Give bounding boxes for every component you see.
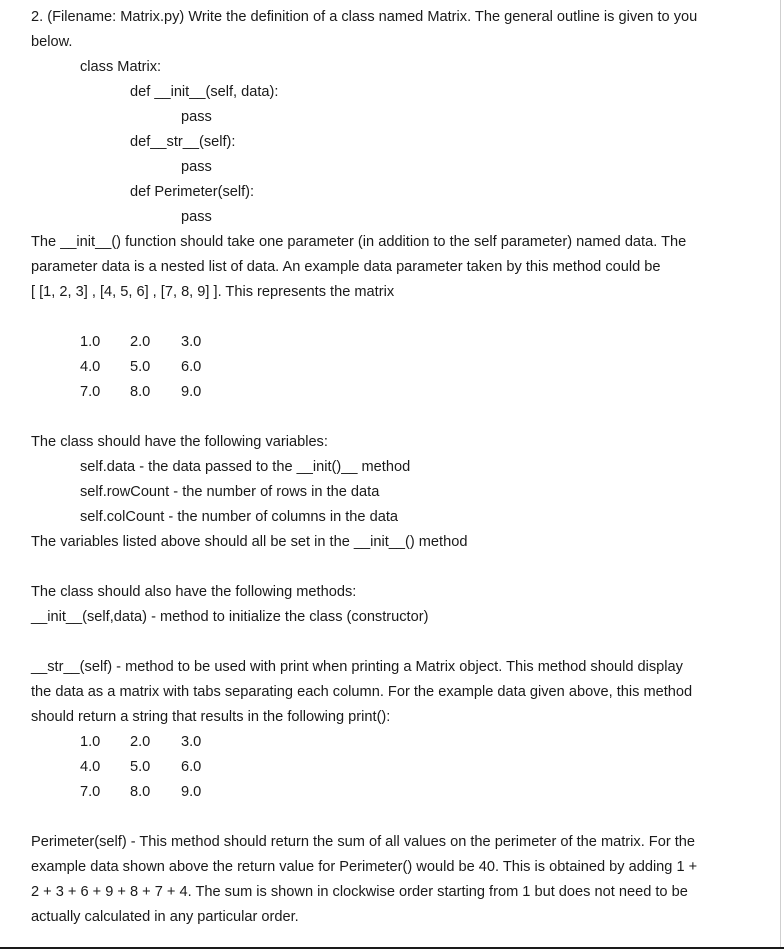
matrix2-cell: 1.0 bbox=[80, 734, 101, 750]
outline-perimeter-def: def Perimeter(self): bbox=[130, 184, 255, 200]
init-desc-line-3: [ [1, 2, 3] , [4, 5, 6] , [7, 8, 9] ]. This represents the matrix bbox=[31, 284, 395, 300]
outline-init-pass: pass bbox=[181, 109, 212, 125]
variables-heading: The class should have the following variables: bbox=[31, 434, 328, 450]
matrix1-cell: 1.0 bbox=[80, 334, 101, 350]
method-init-item: __init__(self,data) - method to initialize the class (constructor) bbox=[31, 609, 429, 625]
str-desc-line-2: the data as a matrix with tabs separating each column. For the example data given above, this method bbox=[31, 684, 693, 700]
matrix1-cell: 7.0 bbox=[80, 384, 101, 400]
perimeter-desc-line-4: actually calculated in any particular order. bbox=[31, 909, 299, 925]
matrix2-cell: 4.0 bbox=[80, 759, 101, 775]
page-edge-rule bbox=[780, 0, 781, 947]
matrix1-cell: 2.0 bbox=[130, 334, 151, 350]
intro-line-1: 2. (Filename: Matrix.py) Write the definition of a class named Matrix. The general outline is given to you bbox=[31, 9, 698, 25]
intro-line-2: below. bbox=[31, 34, 73, 50]
matrix2-cell: 6.0 bbox=[181, 759, 202, 775]
perimeter-desc-line-2: example data shown above the return value for Perimeter() would be 40. This is obtained by adding 1 + bbox=[31, 859, 698, 875]
matrix2-cell: 5.0 bbox=[130, 759, 151, 775]
init-desc-line-1: The __init__() function should take one parameter (in addition to the self parameter) named data. The bbox=[31, 234, 687, 250]
outline-class-line: class Matrix: bbox=[80, 59, 162, 75]
matrix2-cell: 3.0 bbox=[181, 734, 202, 750]
init-desc-line-2: parameter data is a nested list of data. An example data parameter taken by this method could be bbox=[31, 259, 661, 275]
matrix1-cell: 9.0 bbox=[181, 384, 202, 400]
variable-item-data: self.data - the data passed to the __init()__ method bbox=[80, 459, 411, 475]
outline-str-def: def__str__(self): bbox=[130, 134, 236, 150]
outline-init-def: def __init__(self, data): bbox=[130, 84, 279, 100]
matrix2-cell: 7.0 bbox=[80, 784, 101, 800]
matrix2-cell: 2.0 bbox=[130, 734, 151, 750]
outline-str-pass: pass bbox=[181, 159, 212, 175]
perimeter-desc-line-1: Perimeter(self) - This method should return the sum of all values on the perimeter of the matrix. For the bbox=[31, 834, 696, 850]
matrix1-cell: 4.0 bbox=[80, 359, 101, 375]
matrix1-cell: 8.0 bbox=[130, 384, 151, 400]
matrix2-cell: 8.0 bbox=[130, 784, 151, 800]
matrix1-cell: 3.0 bbox=[181, 334, 202, 350]
variable-item-rowcount: self.rowCount - the number of rows in the data bbox=[80, 484, 380, 500]
perimeter-desc-line-3: 2 + 3 + 6 + 9 + 8 + 7 + 4. The sum is shown in clockwise order starting from 1 but does not need to be bbox=[31, 884, 688, 900]
variables-footer: The variables listed above should all be set in the __init__() method bbox=[31, 534, 468, 550]
matrix1-cell: 5.0 bbox=[130, 359, 151, 375]
str-desc-line-1: __str__(self) - method to be used with print when printing a Matrix object. This method should display bbox=[31, 659, 683, 675]
matrix2-cell: 9.0 bbox=[181, 784, 202, 800]
matrix1-cell: 6.0 bbox=[181, 359, 202, 375]
str-desc-line-3: should return a string that results in the following print(): bbox=[31, 709, 391, 725]
outline-perimeter-pass: pass bbox=[181, 209, 212, 225]
variable-item-colcount: self.colCount - the number of columns in the data bbox=[80, 509, 398, 525]
methods-heading: The class should also have the following methods: bbox=[31, 584, 357, 600]
